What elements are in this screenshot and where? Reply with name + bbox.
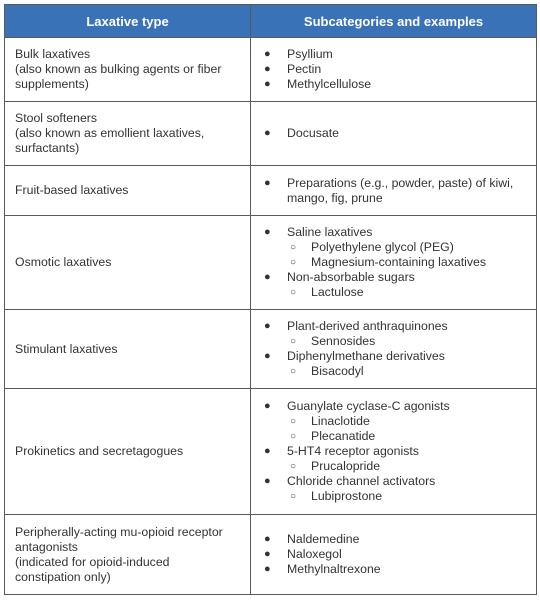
bullet-icon: ● (264, 400, 271, 412)
hollow-bullet-icon: ○ (290, 416, 297, 427)
laxative-type-line: (also known as emollient laxatives, (15, 126, 205, 140)
list-item (263, 532, 530, 547)
sub-list-item (263, 429, 530, 444)
laxative-type-cell (5, 102, 251, 166)
hollow-bullet-icon: ○ (290, 336, 297, 347)
list-item (263, 547, 530, 562)
table-row (5, 389, 537, 515)
bullet-icon: ● (264, 78, 271, 90)
sub-list (263, 489, 530, 504)
list-item-text: Psyllium (287, 47, 333, 61)
list-item-text: Saline laxatives (287, 225, 373, 239)
list-item-text: Guanylate cyclase-C agonists (287, 399, 450, 413)
hollow-bullet-icon: ○ (290, 491, 297, 502)
sub-list-item (263, 255, 530, 270)
sub-list-item-text: Lubiprostone (311, 489, 383, 503)
list-item (263, 562, 530, 577)
laxative-type-line: Osmotic laxatives (15, 255, 112, 269)
sub-list-item (263, 285, 530, 300)
sub-list-item-text: Prucalopride (311, 459, 381, 473)
list-item (263, 474, 530, 489)
bullet-icon: ● (264, 271, 271, 283)
list-item-text: Methylnaltrexone (287, 562, 381, 576)
list-item (263, 319, 530, 334)
bullet-icon: ● (264, 226, 271, 238)
list-item-text: Pectin (287, 62, 322, 76)
list-item (263, 270, 530, 285)
examples-list (263, 47, 530, 92)
laxative-type-line: Peripherally-acting mu-opioid receptor (15, 524, 223, 539)
list-item (263, 349, 530, 364)
bullet-icon: ● (264, 533, 271, 545)
examples-cell (251, 166, 537, 216)
bullet-icon: ● (264, 475, 271, 487)
examples-list (263, 126, 530, 141)
sub-list (263, 240, 530, 270)
list-item (263, 62, 530, 77)
list-item (263, 176, 530, 206)
list-item (263, 126, 530, 141)
list-item (263, 444, 530, 459)
list-item-text: Diphenylmethane derivatives (287, 349, 445, 363)
bullet-icon: ● (264, 563, 271, 575)
laxative-type-line: Fruit-based laxatives (15, 183, 129, 197)
bullet-icon: ● (264, 48, 271, 60)
hollow-bullet-icon: ○ (290, 287, 297, 298)
list-item (263, 399, 530, 414)
examples-cell (251, 389, 537, 515)
list-item-text: Docusate (287, 126, 339, 140)
sub-list (263, 364, 530, 379)
sub-list-item (263, 364, 530, 379)
table-body (5, 38, 537, 595)
examples-list (263, 532, 530, 577)
sub-list-item-text: Bisacodyl (311, 364, 364, 378)
examples-list (263, 399, 530, 504)
sub-list-item-text: Polyethylene glycol (PEG) (311, 240, 454, 254)
examples-list (263, 176, 530, 206)
laxative-type-cell (5, 515, 251, 595)
examples-cell (251, 216, 537, 310)
list-item-text: Naloxegol (287, 547, 342, 561)
list-item-text: Naldemedine (287, 532, 360, 546)
sub-list-item-text: Plecanatide (311, 429, 376, 443)
examples-cell (251, 102, 537, 166)
examples-cell (251, 38, 537, 102)
table-row (5, 102, 537, 166)
examples-cell (251, 515, 537, 595)
laxative-type-line: Bulk laxatives (15, 47, 91, 61)
laxative-type-line: Prokinetics and secretagogues (15, 444, 184, 458)
hollow-bullet-icon: ○ (290, 431, 297, 442)
sub-list-item (263, 459, 530, 474)
table-row (5, 216, 537, 310)
sub-list-item (263, 489, 530, 504)
examples-cell (251, 310, 537, 389)
hollow-bullet-icon: ○ (290, 242, 297, 253)
sub-list-item (263, 240, 530, 255)
laxative-type-line: Stool softeners (15, 111, 98, 125)
sub-list-item-text: Magnesium-containing laxatives (311, 255, 486, 269)
sub-list-item-text: Linaclotide (311, 414, 370, 428)
list-item-text: Non-absorbable sugars (287, 270, 415, 284)
sub-list (263, 285, 530, 300)
list-item-text: Chloride channel activators (287, 474, 436, 488)
bullet-icon: ● (264, 548, 271, 560)
bullet-icon: ● (264, 176, 271, 189)
list-item (263, 225, 530, 240)
examples-list (263, 319, 530, 379)
list-item-text: Methylcellulose (287, 77, 372, 91)
list-item-text: 5-HT4 receptor agonists (287, 444, 419, 458)
table-row (5, 515, 537, 595)
header-subcategories: Subcategories and examples (251, 5, 537, 38)
bullet-icon: ● (264, 63, 271, 75)
laxative-type-line: Stimulant laxatives (15, 341, 118, 356)
sub-list (263, 459, 530, 474)
table-row (5, 38, 537, 102)
sub-list-item-text: Lactulose (311, 285, 364, 299)
bullet-icon: ● (264, 127, 271, 139)
laxative-type-line: surfactants) (15, 141, 80, 155)
table-row (5, 310, 537, 389)
laxative-type-line: antagonists (15, 539, 78, 554)
examples-list (263, 225, 530, 300)
list-item-text: Preparations (e.g., powder, paste) of kiwi, mango, fig, prune (287, 175, 514, 205)
laxative-type-line: supplements) (15, 77, 89, 91)
laxative-type-line: (indicated for opioid-induced (15, 554, 170, 569)
hollow-bullet-icon: ○ (290, 461, 297, 472)
bullet-icon: ● (264, 445, 271, 457)
laxative-type-line: (also known as bulking agents or fiber (15, 62, 222, 76)
table-row (5, 166, 537, 216)
bullet-icon: ● (264, 350, 271, 362)
sub-list-item (263, 414, 530, 429)
sub-list-item (263, 334, 530, 349)
sub-list (263, 414, 530, 444)
sub-list (263, 334, 530, 349)
laxative-type-cell (5, 389, 251, 515)
laxative-table (4, 4, 537, 595)
header-row (5, 5, 537, 38)
header-laxative-type: Laxative type (5, 5, 251, 38)
bullet-icon: ● (264, 320, 271, 332)
hollow-bullet-icon: ○ (290, 257, 297, 268)
list-item (263, 47, 530, 62)
sub-list-item-text: Sennosides (311, 334, 376, 348)
laxative-type-cell (5, 310, 251, 389)
laxative-type-cell (5, 166, 251, 216)
list-item (263, 77, 530, 92)
laxative-type-cell (5, 216, 251, 310)
hollow-bullet-icon: ○ (290, 366, 297, 377)
laxative-type-line: constipation only) (15, 569, 111, 584)
laxative-type-cell (5, 38, 251, 102)
list-item-text: Plant-derived anthraquinones (287, 319, 448, 333)
